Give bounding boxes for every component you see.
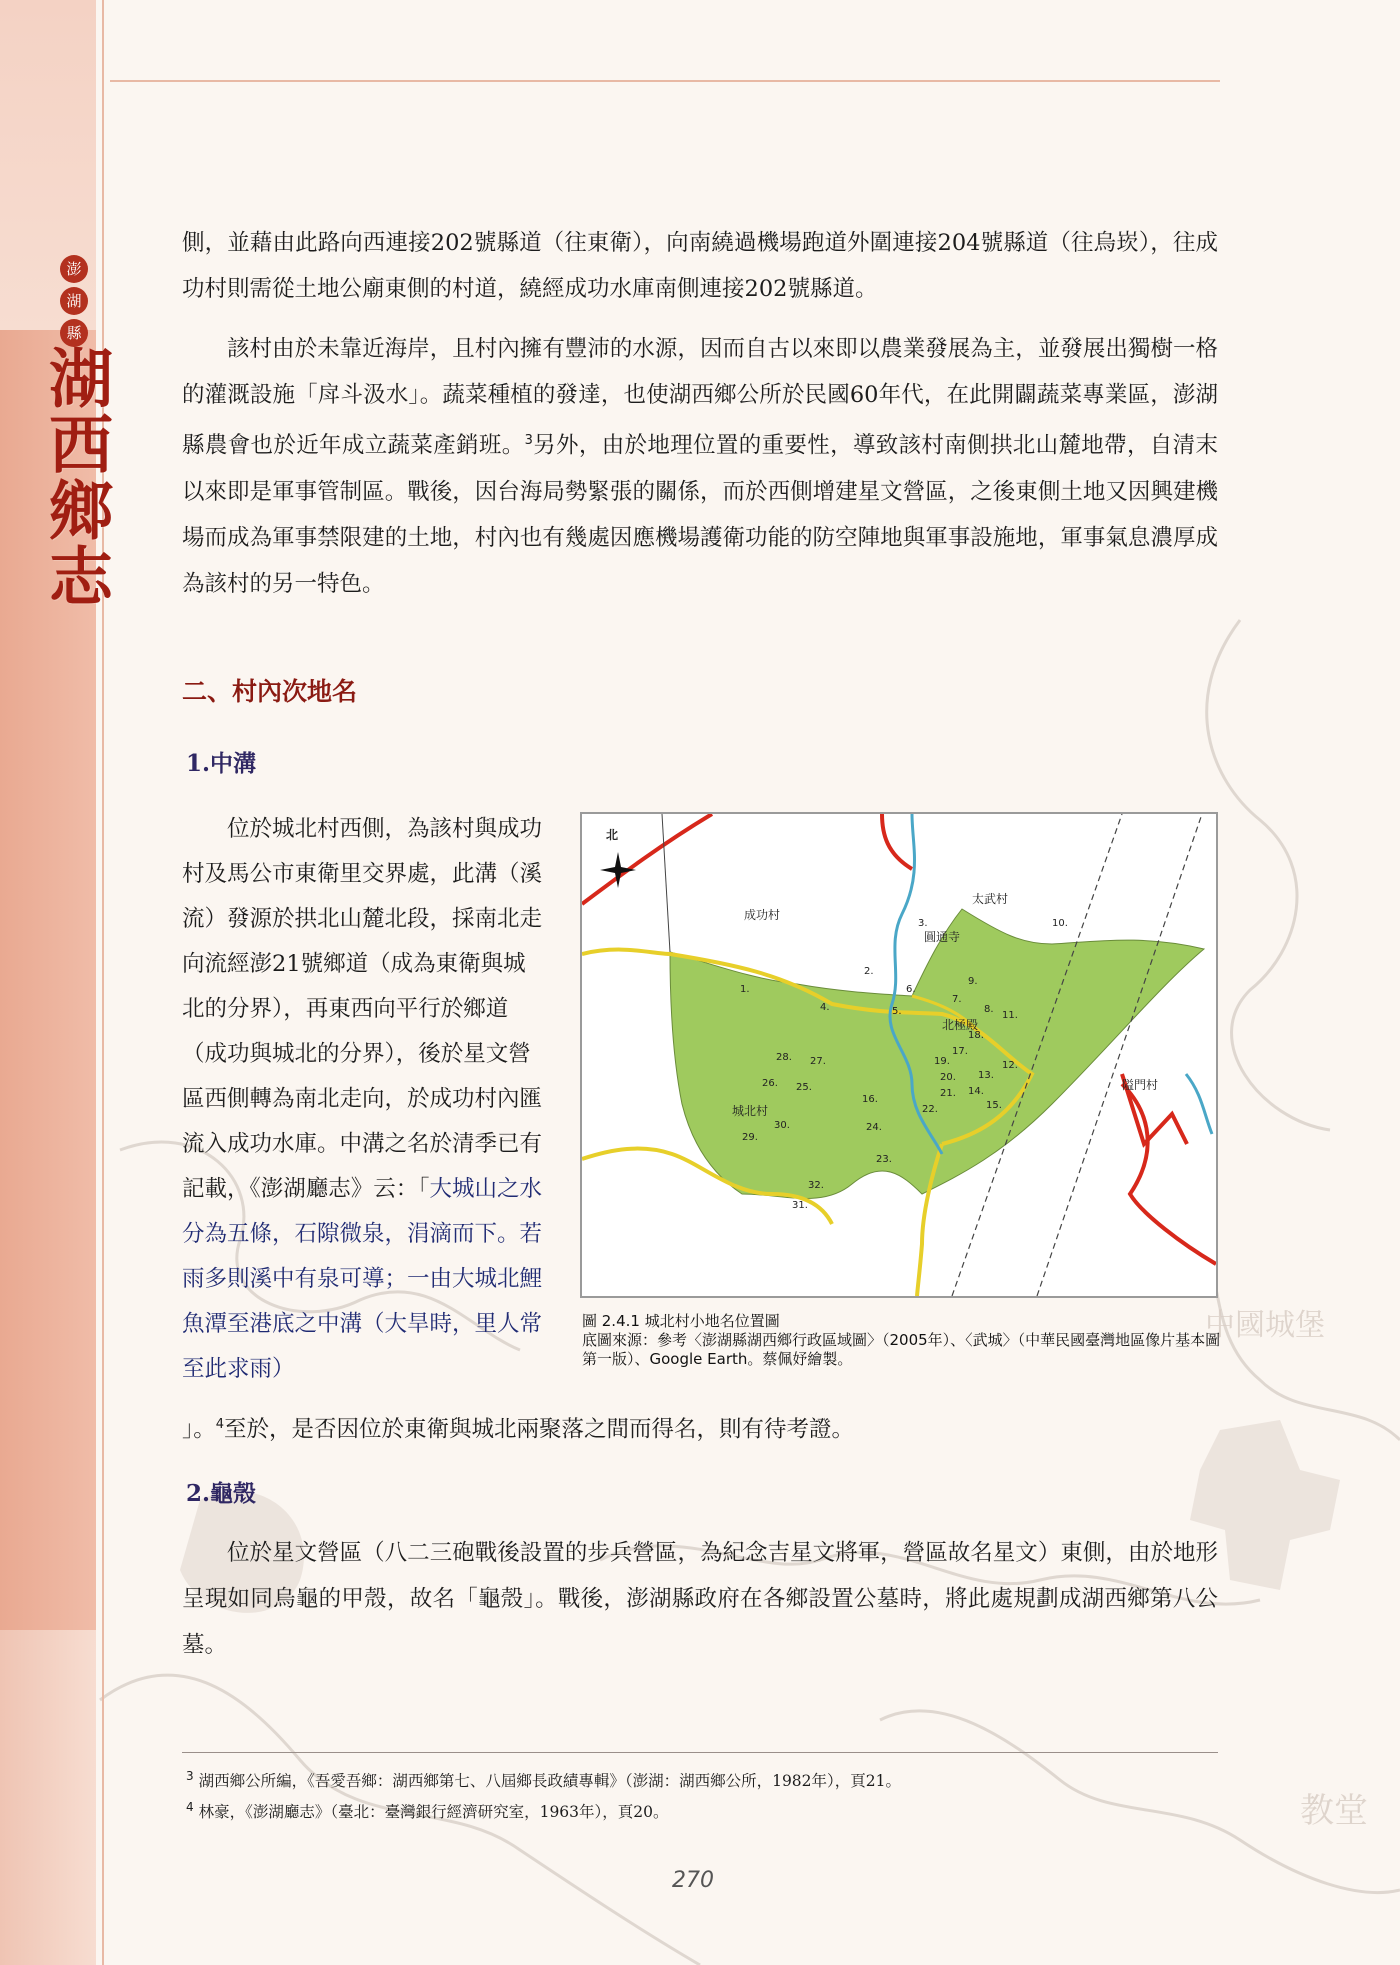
place-number: 30. <box>774 1120 790 1131</box>
map-label-chenggong: 成功村 <box>744 908 781 922</box>
subsection-1-text <box>182 807 547 1392</box>
footnote-3 <box>186 1765 901 1792</box>
place-number: 7. <box>952 994 962 1005</box>
place-number: 26. <box>762 1078 778 1089</box>
place-number: 12. <box>1002 1060 1018 1071</box>
county-char: 湖 <box>60 287 88 315</box>
place-number: 6. <box>906 984 916 995</box>
footnote-4 <box>186 1796 669 1823</box>
subsection-heading-1: 1.中溝 <box>186 750 257 777</box>
footnote-number: 3 <box>186 1769 194 1783</box>
subsection-1-tail <box>182 1402 1218 1453</box>
place-number: 20. <box>940 1072 956 1083</box>
footnote-ref: 4 <box>215 1417 225 1432</box>
page-number: 270 <box>672 1868 714 1893</box>
county-road <box>582 814 712 904</box>
watermark-label: 教堂 <box>1300 1791 1368 1831</box>
caption-title: 圖 2.4.1 城北村小地名位置圖 <box>582 1312 780 1330</box>
footnote-number: 4 <box>186 1800 194 1814</box>
place-number: 2. <box>864 966 874 977</box>
stream <box>1186 1074 1212 1134</box>
place-number: 28. <box>776 1052 792 1063</box>
place-number: 17. <box>952 1046 968 1057</box>
county-char: 縣 <box>60 319 88 347</box>
map-label-taiwu: 太武村 <box>972 892 1009 906</box>
map-label-temple: 圓通寺 <box>924 930 961 944</box>
village-map <box>582 814 1216 1296</box>
place-number: 9. <box>968 976 978 987</box>
place-number: 11. <box>1002 1010 1018 1021</box>
caption-source: 底圖來源：參考〈澎湖縣湖西鄉行政區域圖〉（2005年）、〈武城〉（中華民國臺灣地區像片基本圖第一版）、Google Earth。蔡佩妤繪製。 <box>582 1331 1221 1368</box>
place-number: 32. <box>808 1180 824 1191</box>
place-number: 13. <box>978 1070 994 1081</box>
body-paragraph-1: 側，並藉由此路向西連接202號縣道（往東衛），向南繞過機場跑道外圍連接204號縣道（往烏崁），往成功村則需從土地公廟東側的村道，繞經成功水庫南側連接202號縣道。 <box>182 230 1218 302</box>
paragraph-text: 」。 <box>182 1416 216 1443</box>
village-map-figure <box>580 812 1218 1298</box>
county-road <box>882 814 912 869</box>
section-heading: 二、村內次地名 <box>182 677 358 706</box>
footnote-text: 林豪，《澎湖廳志》（臺北：臺灣銀行經濟研究室，1963年），頁20。 <box>198 1803 669 1822</box>
county-road <box>1122 1084 1216 1264</box>
quoted-text: 大城山之水分為五條，石隙微泉，涓滴而下。若雨多則溪中有泉可導；一由大城北鯉魚潭至港底之中溝（大旱時，里人常至此求雨） <box>182 1176 543 1382</box>
place-number: 4. <box>820 1002 830 1013</box>
place-number: 18. <box>968 1030 984 1041</box>
place-number: 23. <box>876 1154 892 1165</box>
place-number: 15. <box>986 1100 1002 1111</box>
place-number: 10. <box>1052 918 1068 929</box>
place-number: 25. <box>796 1082 812 1093</box>
place-number: 5. <box>892 1006 902 1017</box>
footnote-rule <box>182 1752 1218 1753</box>
place-number: 21. <box>940 1088 956 1099</box>
place-number: 19. <box>934 1056 950 1067</box>
place-number: 8. <box>984 1004 994 1015</box>
paragraph-text: 位於城北村西側，為該村與成功村及馬公市東衛里交界處，此溝（溪流）發源於拱北山麓北段，採南北走向流經澎21號鄉道（成為東衛與城北的分界），再東西向平行於鄉道（成功與城北的分界），後於星文營區西側轉為南北走向，於成功村內匯流入成功水庫。中溝之名於清季已有記載，《澎湖廳志》云：「 <box>182 816 543 1202</box>
subsection-heading-2: 2.龜殼 <box>186 1480 257 1507</box>
footnote-ref: 3 <box>524 433 533 448</box>
footnote-text: 湖西鄉公所編，《吾愛吾鄉：湖西鄉第七、八屆鄉長政績專輯》（澎湖：湖西鄉公所，1982年），頁21。 <box>198 1772 902 1791</box>
boundary-line <box>662 814 670 952</box>
paragraph-text: 另外，由於地理位置的重要性，導致該村南側拱北山麓地帶，自清末以來即是軍事管制區。戰後，因台海局勢緊張的關係，而於西側增建星文營區，之後東側土地又因興建機場而成為軍事禁限建的土地，村內也有幾處因應機場護衛功能的防空陣地與軍事設施地，軍事氣息濃厚成為該村的另一特色。 <box>182 432 1218 597</box>
place-number: 29. <box>742 1132 758 1143</box>
north-label: 北 <box>606 828 619 842</box>
north-arrow <box>600 852 636 888</box>
place-number: 27. <box>810 1056 826 1067</box>
volume-title: 湖西鄉志 <box>38 345 113 609</box>
place-number: 24. <box>866 1122 882 1133</box>
place-number: 3. <box>918 918 928 929</box>
county-char: 澎 <box>60 255 88 283</box>
map-label-aimen: 隘門村 <box>1122 1078 1159 1092</box>
place-number: 14. <box>968 1086 984 1097</box>
place-number: 31. <box>792 1200 808 1211</box>
watermark-label: 中國城堡 <box>1205 1308 1325 1343</box>
figure-caption <box>582 1312 1222 1369</box>
map-label-beiji-temple: 北極殿 <box>942 1018 979 1032</box>
body-paragraph-2 <box>182 326 1218 607</box>
paragraph-text: 該村由於未靠近海岸，且村內擁有豐沛的水源，因而自古以來即以農業發展為主，並發展出獨樹一格的灌溉設施「戽斗汲水」。蔬菜種植的發達，也使湖西鄉公所於民國60年代，在此開闢蔬菜專業區，澎湖縣農會也於近年成立蔬菜產銷班。 <box>182 336 1218 459</box>
place-number: 1. <box>740 984 750 995</box>
place-number: 16. <box>862 1094 878 1105</box>
paragraph-text: 至於，是否因位於東衛與城北兩聚落之間而得名，則有待考證。 <box>224 1416 855 1443</box>
subsection-2-text: 位於星文營區（八二三砲戰後設置的步兵營區，為紀念吉星文將軍，營區故名星文）東側，由於地形呈現如同烏龜的甲殼，故名「龜殼」。戰後，澎湖縣政府在各鄉設置公墓時，將此處規劃成湖西鄉第八公墓。 <box>182 1540 1218 1658</box>
map-label-chengbei: 城北村 <box>732 1104 769 1118</box>
place-number: 22. <box>922 1104 938 1115</box>
